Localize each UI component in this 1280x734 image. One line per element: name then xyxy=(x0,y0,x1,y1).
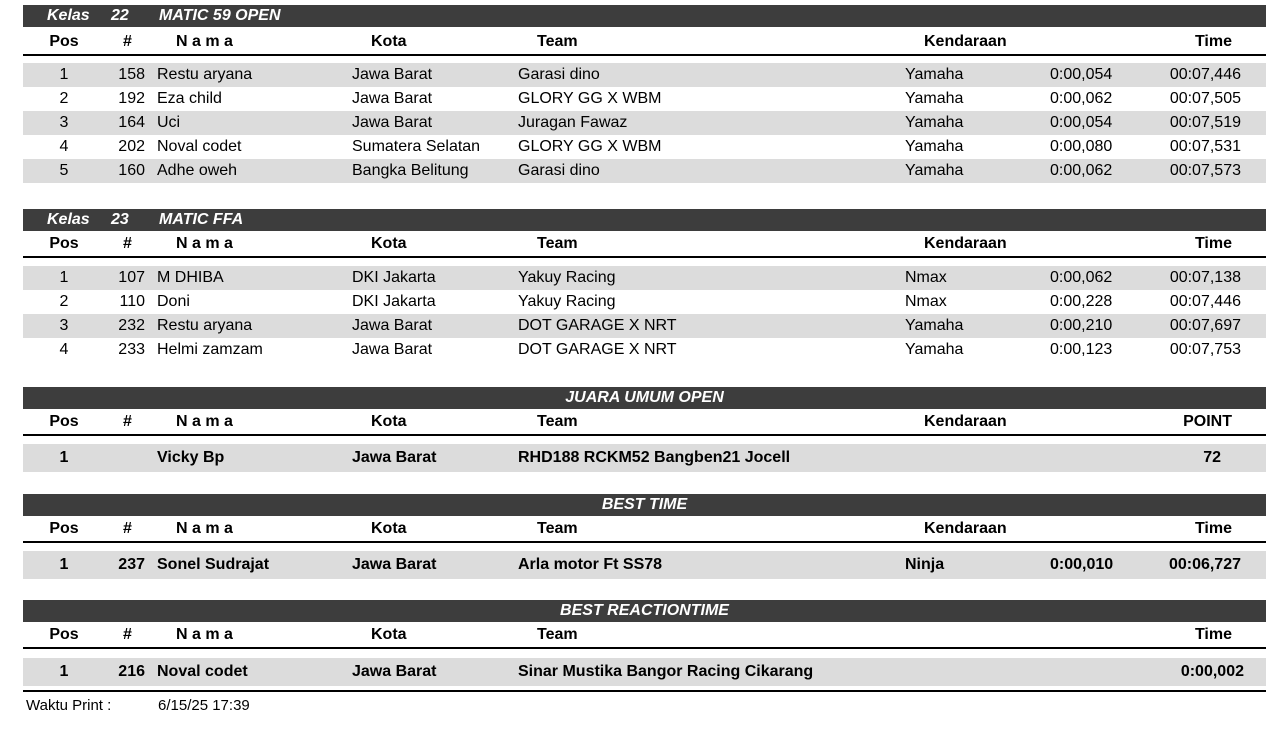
header-kendaraan: Kendaraan xyxy=(924,413,1007,430)
cell-time: 00:07,519 xyxy=(1169,114,1241,131)
cell-nama: Sonel Sudrajat xyxy=(157,556,270,573)
cell-team: Yakuy Racing xyxy=(518,269,616,286)
cell-team: RHD188 RCKM52 Bangben21 Jocell xyxy=(518,449,791,466)
cell-kota: DKI Jakarta xyxy=(352,293,436,310)
cell-kota: Jawa Barat xyxy=(352,556,437,573)
best-time-band xyxy=(23,494,1266,516)
cell-nama: Noval codet xyxy=(157,663,248,680)
cell-team: Sinar Mustika Bangor Racing Cikarang xyxy=(518,663,814,680)
cell-kendaraan: Yamaha xyxy=(905,66,964,83)
cell-reaction: 0:00,062 xyxy=(1050,90,1113,107)
cell-kendaraan: Yamaha xyxy=(905,341,964,358)
header-nama: N a m a xyxy=(176,626,233,643)
header-pos: Pos xyxy=(49,413,79,430)
class-title: MATIC FFA xyxy=(159,211,244,228)
cell-pos: 4 xyxy=(59,138,69,155)
header-time: Time xyxy=(1194,235,1232,252)
header-nama: N a m a xyxy=(176,235,233,252)
cell-number: 107 xyxy=(118,269,145,286)
juara-umum-title: JUARA UMUM OPEN xyxy=(565,389,724,406)
header-team: Team xyxy=(537,235,578,252)
cell-number: 216 xyxy=(118,663,145,680)
header-number: # xyxy=(123,235,132,252)
header-pos: Pos xyxy=(49,520,79,537)
cell-team: GLORY GG X WBM xyxy=(518,138,662,155)
column-header-row xyxy=(23,411,1266,436)
cell-kota: Jawa Barat xyxy=(352,663,437,680)
cell-kota: Sumatera Selatan xyxy=(352,138,481,155)
kelas-number: 23 xyxy=(111,211,129,228)
cell-reaction: 0:00,228 xyxy=(1050,293,1113,310)
cell-number: 233 xyxy=(118,341,145,358)
header-number: # xyxy=(123,626,132,643)
cell-number: 110 xyxy=(119,293,145,310)
cell-reaction: 0:00,080 xyxy=(1050,138,1113,155)
header-time: Time xyxy=(1194,33,1232,50)
cell-number: 232 xyxy=(118,317,145,334)
header-kota: Kota xyxy=(371,520,407,537)
column-header-row xyxy=(23,624,1266,649)
cell-team: Garasi dino xyxy=(518,162,600,179)
header-pos: Pos xyxy=(49,235,79,252)
header-time: Time xyxy=(1194,520,1232,537)
column-header-row xyxy=(23,518,1266,543)
cell-kota: Jawa Barat xyxy=(352,114,433,131)
header-kota: Kota xyxy=(371,626,407,643)
cell-time: 00:07,753 xyxy=(1169,341,1241,358)
header-team: Team xyxy=(537,626,578,643)
cell-time: 0:00,002 xyxy=(1180,663,1244,680)
cell-pos: 3 xyxy=(59,114,69,131)
cell-pos: 2 xyxy=(59,293,69,310)
kelas-label: Kelas xyxy=(47,211,90,228)
cell-time: 00:07,138 xyxy=(1169,269,1241,286)
header-kendaraan: Kendaraan xyxy=(924,520,1007,537)
print-time-value: 6/15/25 17:39 xyxy=(158,697,250,714)
print-time-label: Waktu Print : xyxy=(26,697,112,714)
cell-pos: 1 xyxy=(59,269,69,286)
cell-time: 00:07,573 xyxy=(1169,162,1241,179)
cell-point: 72 xyxy=(1203,449,1221,466)
cell-kendaraan: Yamaha xyxy=(905,114,964,131)
header-kendaraan: Kendaraan xyxy=(924,235,1007,252)
table-row xyxy=(23,63,1266,87)
header-nama: N a m a xyxy=(176,520,233,537)
cell-kota: Bangka Belitung xyxy=(352,162,469,179)
header-point: POINT xyxy=(1183,413,1232,430)
cell-team: Juragan Fawaz xyxy=(518,114,628,131)
cell-number: 202 xyxy=(118,138,145,155)
cell-pos: 5 xyxy=(59,162,69,179)
cell-team: Garasi dino xyxy=(518,66,600,83)
header-team: Team xyxy=(537,520,578,537)
cell-kendaraan: Yamaha xyxy=(905,162,964,179)
class-title: MATIC 59 OPEN xyxy=(159,7,281,24)
cell-kota: Jawa Barat xyxy=(352,449,437,466)
cell-kendaraan: Ninja xyxy=(905,556,945,573)
cell-team: Yakuy Racing xyxy=(518,293,616,310)
cell-number: 158 xyxy=(118,66,145,83)
header-nama: N a m a xyxy=(176,413,233,430)
best-reaction-band xyxy=(23,600,1266,622)
header-number: # xyxy=(123,520,132,537)
cell-number: 192 xyxy=(118,90,145,107)
header-nama: N a m a xyxy=(176,33,233,50)
kelas-label: Kelas xyxy=(47,7,90,24)
cell-pos: 2 xyxy=(59,90,69,107)
column-header-row xyxy=(23,233,1266,258)
cell-time: 00:06,727 xyxy=(1168,556,1241,573)
cell-kendaraan: Nmax xyxy=(905,293,947,310)
cell-kendaraan: Yamaha xyxy=(905,90,964,107)
juara-umum-band xyxy=(23,387,1266,409)
cell-pos: 1 xyxy=(59,449,69,466)
bottom-rule xyxy=(23,690,1266,692)
cell-kendaraan: Yamaha xyxy=(905,317,964,334)
cell-kota: DKI Jakarta xyxy=(352,269,436,286)
cell-kota: Jawa Barat xyxy=(352,341,433,358)
cell-kota: Jawa Barat xyxy=(352,90,433,107)
cell-number: 237 xyxy=(118,556,145,573)
cell-number: 164 xyxy=(118,114,145,131)
header-kota: Kota xyxy=(371,33,407,50)
cell-kota: Jawa Barat xyxy=(352,66,433,83)
cell-time: 00:07,697 xyxy=(1169,317,1241,334)
header-team: Team xyxy=(537,33,578,50)
cell-reaction: 0:00,054 xyxy=(1050,66,1113,83)
table-row xyxy=(23,314,1266,338)
cell-team: DOT GARAGE X NRT xyxy=(518,341,677,358)
header-number: # xyxy=(123,413,132,430)
cell-nama: Uci xyxy=(157,114,181,131)
class-band-22 xyxy=(23,5,1266,27)
table-row xyxy=(23,658,1266,686)
cell-kota: Jawa Barat xyxy=(352,317,433,334)
class-band-23 xyxy=(23,209,1266,231)
cell-kendaraan: Yamaha xyxy=(905,138,964,155)
cell-nama: Doni xyxy=(157,293,190,310)
cell-time: 00:07,446 xyxy=(1169,293,1241,310)
cell-reaction: 0:00,210 xyxy=(1050,317,1113,334)
header-time: Time xyxy=(1194,626,1232,643)
table-row xyxy=(23,338,1266,362)
header-number: # xyxy=(123,33,132,50)
cell-reaction: 0:00,010 xyxy=(1050,556,1114,573)
header-kota: Kota xyxy=(371,413,407,430)
cell-team: GLORY GG X WBM xyxy=(518,90,662,107)
table-row xyxy=(23,87,1266,111)
cell-reaction: 0:00,123 xyxy=(1050,341,1113,358)
table-row xyxy=(23,111,1266,135)
cell-team: DOT GARAGE X NRT xyxy=(518,317,677,334)
cell-pos: 1 xyxy=(59,66,69,83)
cell-nama: Eza child xyxy=(157,90,222,107)
cell-time: 00:07,531 xyxy=(1169,138,1241,155)
best-time-title: BEST TIME xyxy=(601,496,688,513)
cell-kendaraan: Nmax xyxy=(905,269,947,286)
cell-nama: Restu aryana xyxy=(157,317,253,334)
table-row xyxy=(23,444,1266,472)
cell-team: Arla motor Ft SS78 xyxy=(518,556,663,573)
header-pos: Pos xyxy=(49,626,79,643)
cell-time: 00:07,446 xyxy=(1169,66,1241,83)
cell-reaction: 0:00,054 xyxy=(1050,114,1113,131)
column-header-row xyxy=(23,31,1266,56)
header-kota: Kota xyxy=(371,235,407,252)
cell-pos: 4 xyxy=(59,341,69,358)
cell-pos: 1 xyxy=(59,663,69,680)
cell-nama: Vicky Bp xyxy=(157,449,225,466)
table-row xyxy=(23,159,1266,183)
table-row xyxy=(23,266,1266,290)
cell-pos: 3 xyxy=(59,317,69,334)
header-pos: Pos xyxy=(49,33,79,50)
table-row xyxy=(23,290,1266,314)
cell-pos: 1 xyxy=(59,556,69,573)
cell-nama: M DHIBA xyxy=(157,269,224,286)
cell-nama: Restu aryana xyxy=(157,66,253,83)
header-team: Team xyxy=(537,413,578,430)
kelas-number: 22 xyxy=(111,7,129,24)
cell-reaction: 0:00,062 xyxy=(1050,162,1113,179)
cell-reaction: 0:00,062 xyxy=(1050,269,1113,286)
cell-number: 160 xyxy=(118,162,145,179)
header-kendaraan: Kendaraan xyxy=(924,33,1007,50)
cell-nama: Adhe oweh xyxy=(157,162,238,179)
cell-nama: Helmi zamzam xyxy=(157,341,263,358)
best-reaction-title: BEST REACTIONTIME xyxy=(560,602,729,619)
cell-time: 00:07,505 xyxy=(1169,90,1241,107)
cell-nama: Noval codet xyxy=(157,138,242,155)
table-row xyxy=(23,551,1266,579)
table-row xyxy=(23,135,1266,159)
